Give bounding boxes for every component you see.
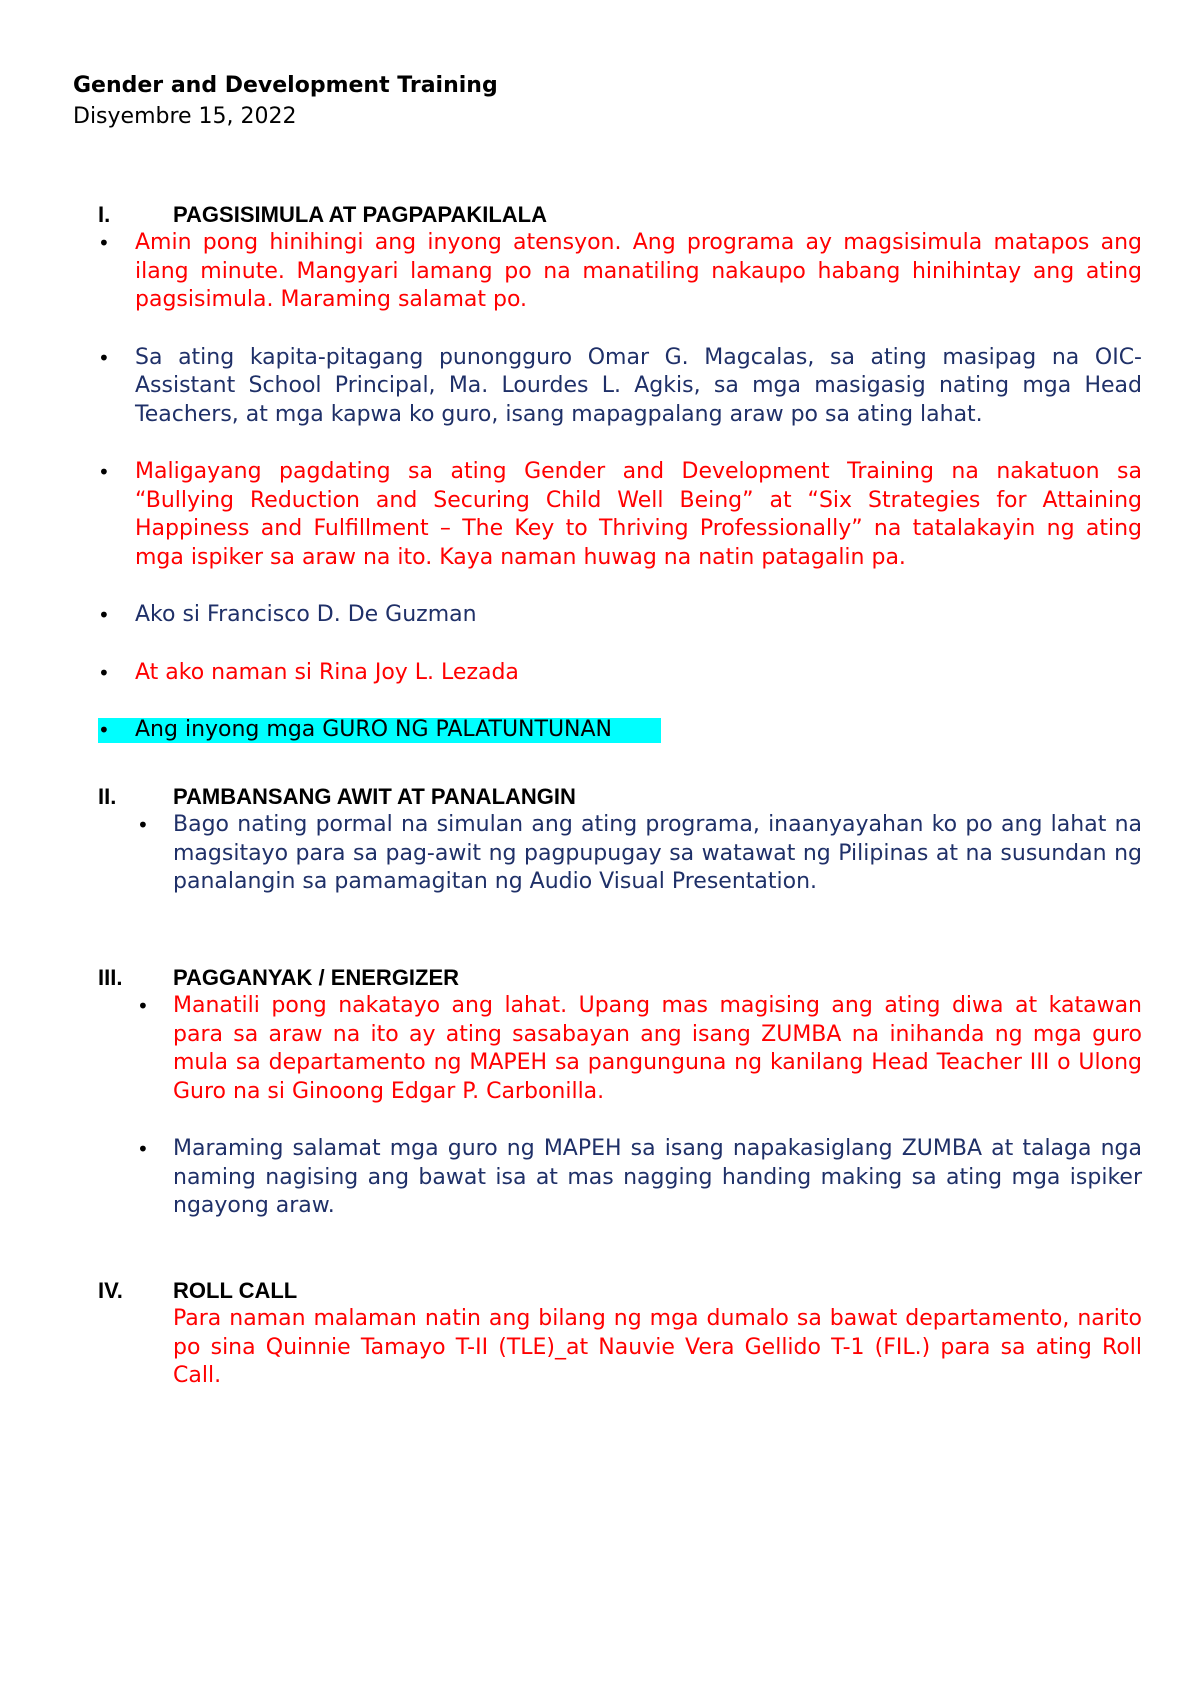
list-item-text: Amin pong hinihingi ang inyong atensyon. Ang programa ay magsisimula matapos ang ilang minute. Mangyari lamang po na manatiling nakaupo habang hinihintay ang ating pagsisimula. Maraming salamat po. [135, 230, 1142, 312]
bullet-icon: • [137, 994, 149, 1018]
list-item [0, 229, 1200, 315]
section-title: ROLL CALL [173, 1278, 298, 1303]
bullet-icon: • [98, 660, 110, 685]
list-item [0, 458, 1200, 572]
list-item [0, 344, 1200, 430]
section-number: III. [98, 965, 123, 990]
section-heading [0, 783, 1200, 811]
list-item-text: Maraming salamat mga guro ng MAPEH sa isang napakasiglang ZUMBA at talaga nga naming nagising ang bawat isa at mas nagging handing making sa ating mga ispiker ngayong araw. [173, 1136, 1142, 1218]
section-roll-call [0, 1277, 1200, 1391]
document-title: Gender and Development Training [73, 73, 498, 98]
list-item-text: Ako si Francisco D. De Guzman [135, 602, 477, 627]
list-item-text: Bago nating pormal na simulan ang ating programa, inaanyayahan ko po ang lahat na magsitayo para sa pag-awit ng pagpupugay sa watawat ng Pilipinas at na susundan ng panalangin sa pamamagitan ng Audio Visual Presentation. [173, 812, 1142, 894]
list-item [0, 992, 1200, 1106]
roll-call-paragraph: Para naman malaman natin ang bilang ng mga dumalo sa bawat departamento, narito po sina Quinnie Tamayo T-II (TLE)_at Nauvie Vera Gellido T-1 (FIL.) para sa ating Roll Call. [173, 1306, 1142, 1388]
section-heading [0, 1277, 1200, 1305]
section-heading [0, 201, 1200, 229]
bullet-icon: • [98, 231, 110, 255]
list-item-text: At ako naman si Rina Joy L. Lezada [135, 659, 519, 685]
bullet-icon: • [137, 1137, 149, 1161]
bullet-icon: • [98, 460, 110, 484]
list-item [0, 659, 1200, 688]
bullet-icon: • [98, 718, 110, 742]
document-date: Disyembre 15, 2022 [73, 104, 297, 129]
section-title: PAMBANSANG AWIT AT PANALANGIN [173, 784, 576, 809]
section-pagganyak [0, 964, 1200, 1221]
list-item [0, 601, 1200, 630]
section-number: IV. [98, 1278, 123, 1303]
bullet-icon: • [98, 345, 110, 370]
list-item-text: Ang inyong mga GURO NG PALATUNTUNAN [135, 717, 613, 742]
section-title: PAGGANYAK / ENERGIZER [173, 965, 460, 990]
section-number: II. [98, 784, 117, 809]
section-title: PAGSISIMULA AT PAGPAPAKILALA [173, 202, 547, 227]
list-item [0, 811, 1200, 897]
section-heading [0, 964, 1200, 992]
bullet-icon: • [137, 813, 149, 837]
bullet-icon: • [98, 603, 110, 627]
list-item-text: Manatili pong nakatayo ang lahat. Upang mas magising ang ating diwa at katawan para sa araw na ito ay ating sasabayan ang isang ZUMBA na inihanda ng mga guro mula sa departamento ng MAPEH sa pangunguna ng kanilang Head Teacher III o Ulong Guro na si Ginoong Edgar P. Carbonilla. [173, 993, 1142, 1104]
highlighted-list-item [0, 716, 1200, 744]
section-pagsisimula [0, 201, 1200, 744]
section-pambansang-awit [0, 783, 1200, 897]
section-number: I. [98, 202, 111, 227]
list-item-text: Maligayang pagdating sa ating Gender and Development Training na nakatuon sa “Bullying Reduction and Securing Child Well Being” at “Six Strategies for Attaining Happiness and Fulfillment – The Key to Thriving Professionally” na tatalakayin ng ating mga ispiker sa araw na ito. Kaya naman huwag na natin patagalin pa. [135, 459, 1142, 570]
list-item-text: Sa ating kapita-pitagang punongguro Omar G. Magcalas, sa ating masipag na OIC-Assistant School Principal, Ma. Lourdes L. Agkis, sa mga masigasig nating mga Head Teachers, at mga kapwa ko guro, isang mapagpalang araw po sa ating lahat. [135, 344, 1142, 427]
list-item [0, 1135, 1200, 1221]
